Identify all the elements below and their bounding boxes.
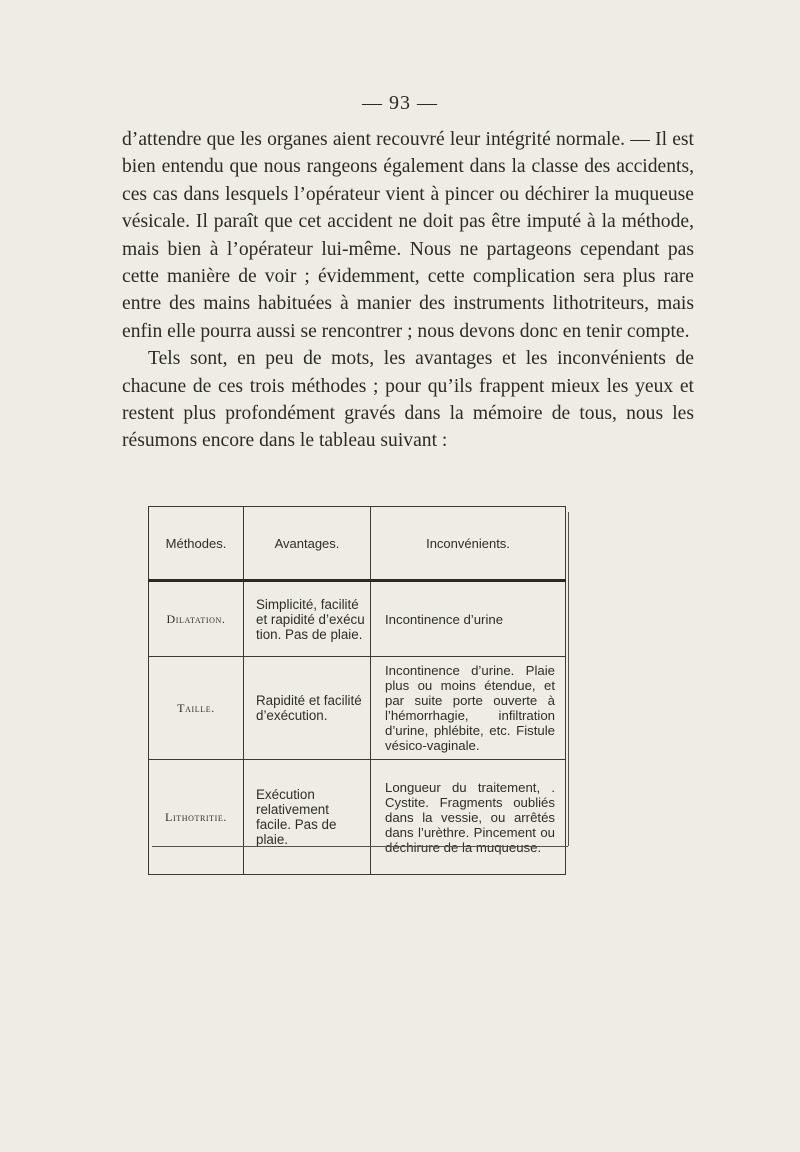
advantages-cell: Rapidité et facilité d’exécution. [244,657,371,760]
drawbacks-cell: Incontinence d’urine [371,581,566,657]
method-cell: Dilatation. [149,581,244,657]
body-text [122,126,694,455]
drawbacks-cell: Incontinence d’urine. Plaie plus ou moins étendue, et par suite porte ouverte à l’hémorrhagie, infiltration d’urine, phlébite, etc. Fistule vésico-vaginale. [371,657,566,760]
table-frame-right-rule [568,512,569,846]
drawbacks-cell: Longueur du traitement, . Cystite. Fragments oubliés dans la vessie, ou arrêtés dans l’urèthre. Pincement ou déchirure de la muqueuse. [371,760,566,875]
header-drawbacks: Inconvénients. [371,507,566,581]
method-cell: Taille. [149,657,244,760]
method-cell: Lithotritie. [149,760,244,875]
paragraph-1: d’attendre que les organes aient recouvré leur intégrité normale. — Il est bien entendu que nous rangeons également dans la classe des accidents, ces cas dans lesquels l’opérateur vient à pincer ou déchirer la muqueuse vésicale. Il paraît que cet accident ne doit pas être imputé à la méthode, mais bien à l’opérateur lui-même. Nous ne partageons cependant pas cette manière de voir ; évidemment, cette complication sera plus rare entre des mains habituées à manier des instruments lithotriteurs, mais enfin elle pourra aussi se rencontrer ; nous devons donc en tenir compte. [122,129,694,342]
paragraph-2: Tels sont, en peu de mots, les avantages et les inconvénients de chacune de ces trois méthodes ; pour qu’ils frappent mieux les yeux et restent plus profondément gravés dans la mémoire de tous, nous les résumons encore dans le tableau suivant : [122,348,694,452]
table-row [149,581,566,657]
advantages-cell: Simplicité, facilité et rapidité d’exécu tion. Pas de plaie. [244,581,371,657]
header-advantages: Avantages. [244,507,371,581]
table-row [149,760,566,875]
header-methods: Méthodes. [149,507,244,581]
advantages-cell: Exécution relativement facile. Pas de plaie. [244,760,371,875]
table-row [149,657,566,760]
table-header-row [149,507,566,581]
summary-table [148,506,566,875]
table-frame-bottom-rule [152,846,568,847]
page-number: — 93 — [362,92,438,114]
